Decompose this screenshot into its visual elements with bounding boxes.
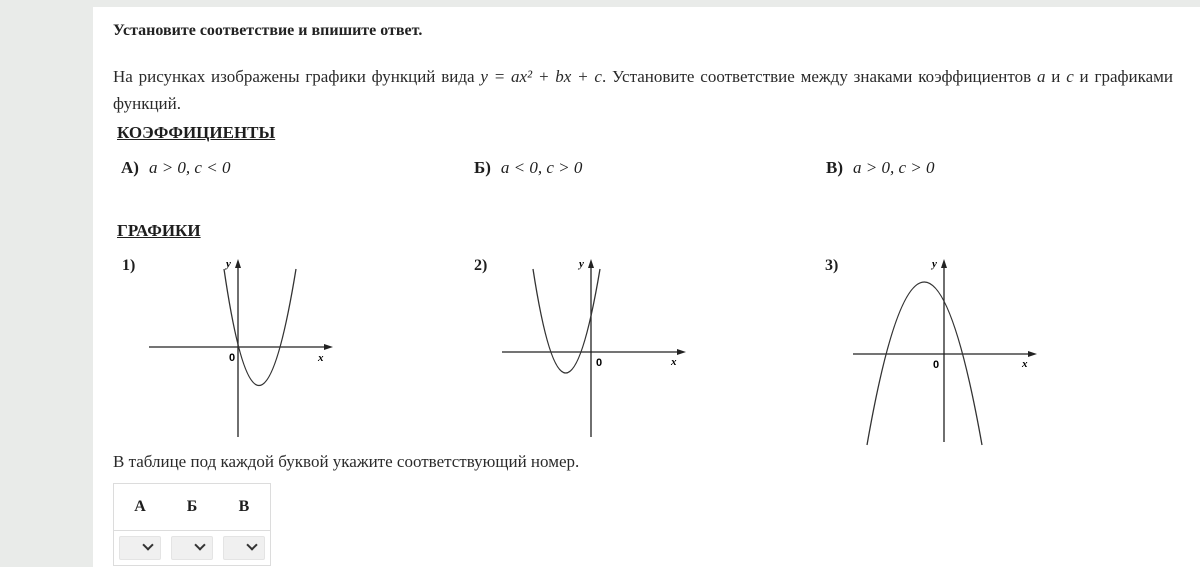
origin-label: 0 xyxy=(933,359,940,371)
answer-table xyxy=(113,483,271,566)
y-axis-label: y xyxy=(226,258,231,270)
x-axis-arrow xyxy=(1028,351,1037,357)
coef-a-symbol: a xyxy=(1036,67,1046,86)
answer-select-b[interactable] xyxy=(171,536,213,560)
coefficient-condition: a < 0, c > 0 xyxy=(500,158,583,177)
origin-label: 0 xyxy=(596,357,603,369)
task-formula: y = ax² + bx + c xyxy=(480,67,602,86)
graphs-heading: ГРАФИКИ xyxy=(117,221,201,240)
answer-instruction: В таблице под каждой буквой укажите соответствующий номер. xyxy=(113,452,580,471)
answer-cell xyxy=(218,531,271,566)
coefficient-label: Б) xyxy=(474,158,491,177)
coefficient-label: В) xyxy=(826,158,843,177)
task-title: Установите соответствие и впишите ответ. xyxy=(113,22,423,39)
parabola-curve xyxy=(533,269,603,373)
task-text-part: На рисунках изображены графики функций вида xyxy=(113,67,481,86)
x-axis-arrow xyxy=(324,344,333,350)
coefficients-heading: КОЭФФИЦИЕНТЫ xyxy=(117,123,276,142)
x-axis-arrow xyxy=(677,349,686,355)
y-axis-label: y xyxy=(579,258,584,270)
origin-label: 0 xyxy=(229,352,236,364)
coefficient-condition: a > 0, c > 0 xyxy=(853,158,935,177)
chevron-down-icon xyxy=(194,539,205,550)
answer-cell xyxy=(166,531,218,566)
answer-select-v[interactable] xyxy=(223,536,265,560)
coefficient-condition: a > 0, c < 0 xyxy=(148,158,231,177)
task-text-part: и графиками функций. xyxy=(113,67,1174,113)
task-text-part: и xyxy=(1045,67,1067,86)
coefficient-item xyxy=(121,158,230,178)
x-axis-label: x xyxy=(318,352,324,364)
y-axis-label: y xyxy=(932,258,937,270)
y-axis-arrow xyxy=(588,259,594,268)
answer-column-header: Б xyxy=(166,484,218,531)
y-axis-arrow xyxy=(235,259,241,268)
task-card xyxy=(93,7,1200,567)
chevron-down-icon xyxy=(246,539,257,550)
answer-column-header: А xyxy=(114,484,167,531)
parabola-curve xyxy=(867,282,982,445)
x-axis-label: x xyxy=(1022,358,1028,370)
coef-c-symbol: c xyxy=(1066,67,1074,86)
coefficient-label: А) xyxy=(121,158,139,177)
graph-number: 1) xyxy=(122,257,136,274)
task-text xyxy=(113,63,1173,117)
answer-select-a[interactable] xyxy=(119,536,161,560)
graph-number: 2) xyxy=(474,257,488,274)
y-axis-arrow xyxy=(941,259,947,268)
parabola-graph-1 xyxy=(146,257,336,442)
answer-column-header: В xyxy=(218,484,271,531)
coefficient-item xyxy=(474,158,582,178)
graph-number: 3) xyxy=(825,257,839,274)
parabola-graph-2 xyxy=(499,257,689,442)
coefficient-item xyxy=(826,158,935,178)
parabola-graph-3 xyxy=(850,257,1040,447)
x-axis-label: x xyxy=(671,356,677,368)
answer-cell xyxy=(114,531,167,566)
parabola-curve xyxy=(224,269,296,386)
chevron-down-icon xyxy=(142,539,153,550)
task-text-part: . Установите соответствие между знаками коэффициентов xyxy=(601,67,1037,86)
